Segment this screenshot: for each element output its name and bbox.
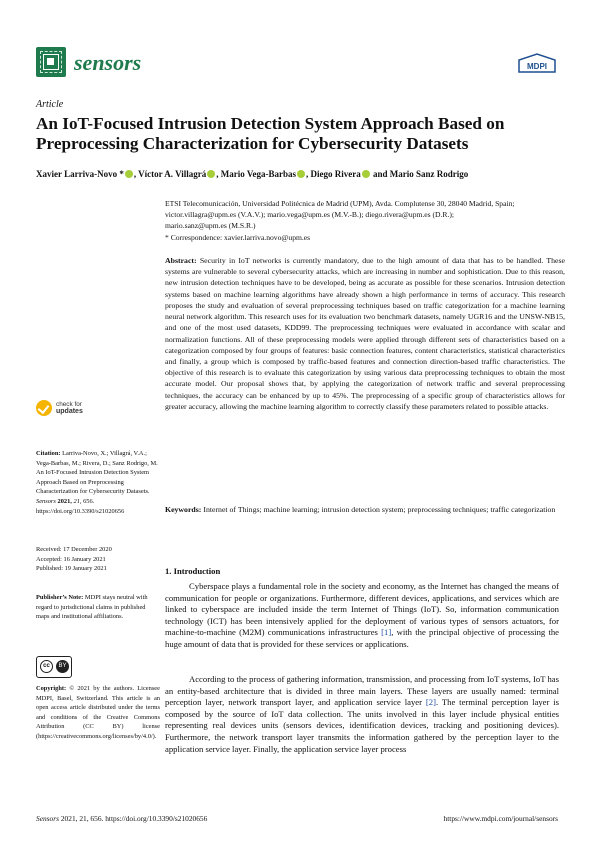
accepted-date: Accepted: 16 January 2021: [36, 555, 106, 563]
footer-citation: [36, 814, 207, 823]
orcid-icon[interactable]: [125, 170, 133, 178]
abstract-label: Abstract:: [165, 256, 197, 265]
affiliation: [165, 198, 565, 243]
reference-link[interactable]: [1]: [381, 627, 392, 638]
cc-icon: cc: [40, 660, 53, 673]
publisher-note-text: MDPI stays neutral with regard to jurisdictional claims in published maps and institutional affiliations.: [36, 594, 148, 621]
publisher-note: [36, 593, 160, 622]
affiliation-line: ETSI Telecomunicación, Universidad Politécnica de Madrid (UPM), Avda. Complutense 30, 28040 Madrid, Spain;: [165, 199, 515, 208]
author-name[interactable]: Xavier Larriva-Novo: [36, 169, 118, 179]
footer-url[interactable]: https://www.mdpi.com/journal/sensors: [443, 814, 558, 823]
affiliation-emails[interactable]: victor.villagra@upm.es (V.A.V.); mario.vega@upm.es (M.V.-B.); diego.rivera@upm.es (D.R.);: [165, 210, 455, 220]
affiliation-emails[interactable]: mario.sanz@upm.es (M.S.R.): [165, 221, 256, 231]
body-paragraph: Cyberspace plays a fundamental role in the society and economy, as the Internet has changed the means of communication for people or organizations. Furthermore, different devices, applications, and services which are linked to cyberspace are included inside the term Internet of Things (IoT). So, information communication technology (ICT) has been intensively applied for the deployment of various types of sensors actuators, for machine-to-machine (M2M) communications infrastructures [1], with the principal objective of processing the huge amount of data that is provided for these services or applications.: [165, 581, 559, 649]
copyright-text: © 2021 by the authors. Licensee MDPI, Basel, Switzerland. This article is an open access article distributed under the terms and conditions of the Creative Commons Attribution (CC BY) license (https://creativecommons.org/licenses/by/4.0/).: [36, 685, 160, 740]
citation-block: [36, 449, 160, 516]
correspondence[interactable]: * Correspondence: xavier.larriva.novo@upm.es: [165, 232, 311, 242]
citation-journal: Sensors: [36, 497, 56, 505]
publisher-logo: [516, 52, 558, 74]
journal-logo: [36, 47, 66, 77]
copyright-label: Copyright:: [36, 685, 67, 692]
article-title: An IoT-Focused Intrusion Detection System Approach Based on Preprocessing Characterization for Cybersecurity Datasets: [36, 114, 505, 153]
check-updates-label: check for updates: [56, 401, 83, 415]
journal-name: sensors: [74, 50, 142, 75]
section-heading: 1. Introduction: [165, 566, 221, 576]
publisher-note-label: Publisher’s Note:: [36, 594, 84, 601]
author-name[interactable]: Diego Rivera: [310, 169, 361, 179]
by-icon: BY: [56, 660, 69, 673]
footer-journal: Sensors: [36, 814, 59, 823]
cc-by-license-icon[interactable]: [36, 656, 72, 678]
citation-doi-link[interactable]: 656. https://doi.org/10.3390/s21020656: [36, 497, 125, 515]
citation-text: Larriva-Novo, X.; Villagrá, V.A.; Vega-Barbas, M.; Rivera, D.; Sanz Rodrigo, M. An IoT-Focused Intrusion Detection System Approach Based on Preprocessing Characterization for Cybersecurity Datasets.: [36, 450, 158, 496]
corresponding-mark: *: [117, 169, 124, 179]
citation-year: 2021,: [57, 497, 72, 505]
orcid-icon[interactable]: [207, 170, 215, 178]
abstract-text: Security in IoT networks is currently mandatory, due to the high amount of data that has to be handled. These systems are vulnerable to several cybersecurity attacks, which are increasing in number and sophistication. Due to this reason, new intrusion detection techniques have to be developed, being as accurate as possible for these scenarios. Intrusion detection systems based on machine learning algorithms have already shown a high performance in terms of accuracy. This research proposes the study and evaluation of several preprocessing techniques based on traffic categorization for a machine learning neural network algorithm. This research uses for its evaluation two benchmark datasets, namely UGR16 and the UNSW-NB15, and one of the most used datasets, KDD99. The preprocessing techniques were evaluated in accordance with scalar and normalization functions. All of these preprocessing models were applied through different sets of characteristics based on a categorization composed by four groups of features: basic connection features, content characteristics, statistical characteristics and finally, a group which is composed by traffic-based features and connection direction-based traffic characteristics. The objective of this research is to evaluate this categorization by using various data preprocessing techniques to obtain the most accurate model. Our proposal shows that, by applying the categorization of network traffic and several preprocessing techniques, the accuracy can be enhanced by up to 45%. The preprocessing of a specific group of characteristics allows for greater accuracy, allowing the machine learning algorithm to correctly classify these parameters related to possible attacks.: [165, 256, 565, 411]
received-date: Received: 17 December 2020: [36, 546, 112, 553]
publisher-name: MDPI: [527, 62, 547, 71]
article-type: Article: [36, 99, 64, 110]
copyright-block: [36, 684, 160, 742]
author-name[interactable]: Víctor A. Villagrá: [138, 169, 207, 179]
keywords-text: Internet of Things; machine learning; intrusion detection system; preprocessing techniques; traffic categorization: [203, 505, 556, 514]
body-paragraph: According to the process of gathering information, transmission, and processing from IoT systems, IoT has an entity-based architecture that is divided in three main layers. These layers are usually named: terminal perception layer, network transport layer, and application service layer [2]. The terminal perception layer is composed by the source of IoT data collection. The units involved in this layer include physical entities representing real devices units (sensors devices, identification devices, tracking and positioning devices). Furthermore, the network transport layer transmits the information gathered by the perception layer to the application service layer. Finally, the application service layer process: [165, 674, 559, 754]
check-updates-icon: [36, 400, 52, 416]
orcid-icon[interactable]: [362, 170, 370, 178]
citation-volume: 21,: [73, 497, 82, 505]
keywords: [165, 504, 565, 515]
author-name[interactable]: Mario Sanz Rodrigo: [389, 169, 469, 179]
reference-link[interactable]: [2]: [425, 697, 436, 708]
footer-doi[interactable]: 2021, 21, 656. https://doi.org/10.3390/s21020656: [60, 814, 208, 823]
orcid-icon[interactable]: [297, 170, 305, 178]
published-date: Published: 19 January 2021: [36, 565, 107, 573]
dates-block: [36, 545, 160, 574]
abstract: [165, 255, 565, 412]
keywords-label: Keywords:: [165, 505, 202, 514]
citation-label: Citation:: [36, 450, 61, 457]
check-updates-button[interactable]: [36, 400, 146, 418]
author-name[interactable]: Mario Vega-Barbas: [220, 169, 296, 179]
author-list: Xavier Larriva-Novo * , Víctor A. Villagrá , Mario Vega-Barbas , Diego Rivera and Mario Sanz Rodrigo: [36, 169, 469, 179]
